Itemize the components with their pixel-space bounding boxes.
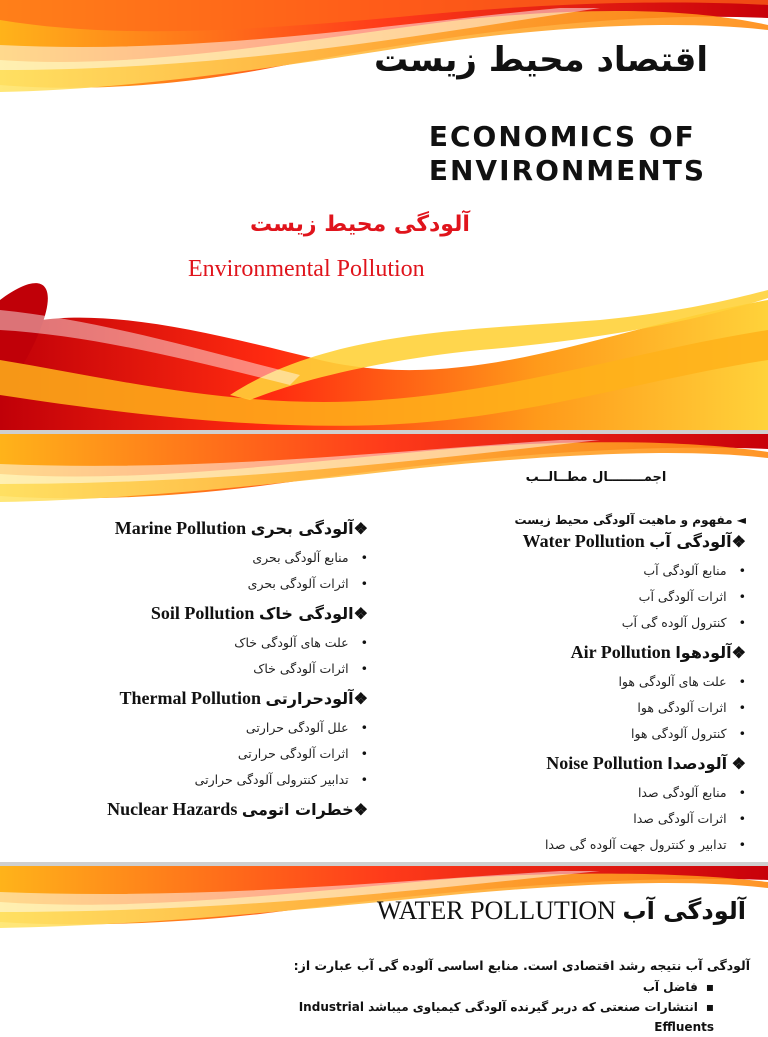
list-item: • منابع آلودگی صدا [446,780,746,806]
slide-title-en: WATER POLLUTION [376,896,616,925]
section-title-en: Water Pollution [522,531,645,551]
title-english [429,120,706,188]
section-title-en: Air Pollution [570,642,671,662]
section-title-fa: آلودگی آب [649,532,732,551]
diamond-bullet-icon: ❖ [353,606,368,623]
list-item: • علت های آلودگی هوا [446,669,746,695]
section-title-en: Nuclear Hazards [107,799,238,819]
section-marine-pollution [8,518,368,539]
list-item: • منابع آلودگی آب [446,558,746,584]
section-title-en: Thermal Pollution [119,688,262,708]
section-title-fa: آلودگی بحری [250,519,354,538]
section-title-en: Soil Pollution [150,603,255,623]
list-item: • علت های آلودگی خاک [8,630,368,656]
section-title-fa: خطرات اتومی [241,800,354,819]
water-pollution-list [446,558,746,636]
diamond-bullet-icon: ❖ [731,756,746,773]
marine-pollution-list [8,545,368,597]
body-paragraph: آلودگی آب نتیجه رشد اقتصادی است. منابع اساسی آلوده گی آب عبارت از: [293,958,750,973]
list-item: • تدابیر کنترولی آلودگی حرارتی [8,767,368,793]
section-title-fa: آلودحرارتی [265,689,354,708]
title-english-line2: ENVIRONMENTS [428,154,706,187]
section-title-en: Marine Pollution [114,518,247,538]
list-item: • اثرات آلودگی صدا [446,806,746,832]
air-pollution-list [446,669,746,747]
water-pollution-slide [0,866,768,1034]
contents-right-column [446,470,746,864]
list-item: • اثرات آلودگی بحری [8,571,368,597]
contents-left-column [8,514,368,826]
list-item: • کنترول آلودگی هوا [446,721,746,747]
list-item: • اثرات آلودگی آب [446,584,746,610]
section-air-pollution [446,642,746,663]
contents-heading: اجمــــــــال مطــالــب [525,470,667,485]
section-nuclear-hazards [8,799,368,820]
section-water-pollution [446,531,746,552]
subtitle-persian: آلودگی محیط زیست [250,212,470,237]
slide-title-fa: آلودگی آب [622,897,746,925]
soil-pollution-list [8,630,368,682]
slide-title [377,896,746,926]
list-item: • تدابیر و کنترول جهت آلوده گی صدا [446,832,746,858]
list-item: • اثرات آلودگی حرارتی [8,741,368,767]
list-item: • اثرات آلودگی خاک [8,656,368,682]
sources-list [290,977,750,1034]
subtitle-english: Environmental Pollution [188,256,425,282]
section-noise-pollution [446,753,746,774]
section-soil-pollution [8,603,368,624]
noise-pollution-list [446,780,746,858]
contents-intro: ◄ مفهوم و ماهیت آلودگی محیط زیست [514,513,746,527]
diamond-bullet-icon: ❖ [353,521,368,538]
list-item: • علل آلودگی حرارتی [8,715,368,741]
list-item: ▪ انتشارات صنعتی که دربر گیرنده آلودگی کیمیاوی میباشد Industrial Effluents [290,997,714,1017]
list-item: • منابع آلودگی بحری [8,545,368,571]
diamond-bullet-icon: ❖ [353,691,368,708]
section-title-en: Noise Pollution [546,753,663,773]
diamond-bullet-icon: ❖ [731,645,746,662]
diamond-bullet-icon: ❖ [731,534,746,551]
title-slide [0,0,768,430]
diamond-bullet-icon: ❖ [353,802,368,819]
section-title-fa: آلودهوا [675,643,732,662]
section-title-fa: آلودصدا [667,754,728,773]
contents-slide [0,434,768,862]
list-item: • اثرات آلودگی هوا [446,695,746,721]
section-thermal-pollution [8,688,368,709]
list-item: ▪ فاضل آب [290,977,714,997]
contents-intro-text: مفهوم و ماهیت آلودگی محیط زیست [514,513,733,527]
slide-body [290,958,750,1034]
title-english-line1: ECONOMICS OF [428,120,696,153]
section-title-fa: الودگی خاک [258,604,354,623]
thermal-pollution-list [8,715,368,793]
title-persian: اقتصاد محیط زیست [374,40,708,80]
list-item: • کنترول آلوده گی آب [446,610,746,636]
